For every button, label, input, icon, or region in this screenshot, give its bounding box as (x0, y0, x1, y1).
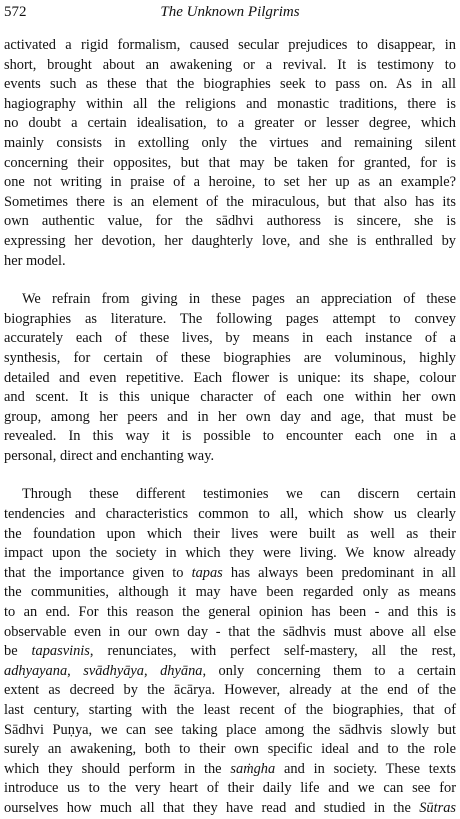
text-line: events such as these that the biographies seek to pass on. As in all (4, 76, 456, 93)
text-line: accurately each of these lives, by means in each instance of a (4, 330, 456, 347)
text-line: short, brought about an awakening or a revival. It is testimony to (4, 56, 456, 73)
text-line: revealed. In this way it is possible to encounter each one in a (4, 428, 456, 445)
text-line: biographies as literature. The following pages attempt to convey (4, 310, 456, 327)
text-line: detailed and even repetitive. Each flower is unique: its shape, colour (4, 369, 456, 386)
text-line: introduce us to the very heart of their daily life and we can see for (4, 780, 456, 797)
text-line: concerning their opposites, but that may be taken for granted, for is (4, 154, 456, 171)
text-line: personal, direct and enchanting way. (4, 447, 215, 464)
text-line: which they should perform in the saṁgha and in society. These texts (4, 760, 456, 777)
text-line: synthesis, for certain of these biographies are voluminous, highly (4, 349, 456, 366)
text-line: Through these different testimonies we can discern certain (22, 486, 456, 503)
text-line: observable even in our own day - that the sādhvis must above all else (4, 623, 456, 640)
text-line: ourselves how much all that they have read and studied in the Sūtras (4, 799, 456, 816)
text-line: that the importance given to tapas has always been predominant in all (4, 564, 456, 581)
text-line: extent as decreed by the ācārya. However, already at the end of the (4, 682, 456, 699)
text-line: one not writing in praise of a heroine, to set her up as an example? (4, 174, 456, 191)
running-title: The Unknown Pilgrims (160, 4, 300, 20)
text-line: mainly consists in extolling only the virtues and remaining silent (4, 134, 456, 151)
text-line: to an end. For this reason the general opinion has been - and this is (4, 604, 456, 621)
body-text (4, 36, 456, 819)
text-line: adhyayana, svādhyāya, dhyāna, only concerning them to a certain (4, 662, 456, 679)
text-line: hagiography within all the religions and monastic traditions, there is (4, 95, 456, 112)
text-line: the communities, although it may have been regarded only as means (4, 584, 456, 601)
page-header (4, 2, 456, 24)
text-line: surely an awakening, both to their own specific ideal and to the role (4, 741, 456, 758)
text-line: be tapasvinis, renunciates, with perfect self-mastery, all the rest, (4, 643, 456, 660)
text-line: the foundation upon which their lives were built as well as their (4, 525, 456, 542)
text-line: tendencies and characteristics common to all, which show us clearly (4, 506, 456, 523)
text-line: Sādhvi Puṇya, we can see taking place among the sādhvis slowly but (4, 721, 456, 738)
text-line: no doubt a certain idealisation, to a greater or lesser degree, which (4, 115, 456, 132)
text-line: group, among her peers and in her own day and age, that must be (4, 408, 456, 425)
text-line: expressing her devotion, her daughterly love, and she is enthralled by (4, 232, 456, 249)
text-line: We refrain from giving in these pages an appreciation of these (22, 291, 456, 308)
text-line: and scent. It is this unique character of each one within her own (4, 389, 456, 406)
text-line: activated a rigid formalism, caused secular prejudices to disappear, in (4, 37, 456, 53)
paragraph-2 (4, 290, 456, 466)
page-number: 572 (4, 4, 27, 20)
paragraph-1 (4, 36, 456, 271)
text-line: Sometimes there is an element of the miraculous, but that also has its (4, 193, 456, 210)
text-line: own authentic value, for the sādhvi authoress is sincere, she is (4, 213, 456, 230)
paragraph-3 (4, 485, 456, 818)
text-line: her model. (4, 252, 66, 269)
text-line: last century, starting with the least recent of the biographies, that of (4, 702, 456, 718)
text-line: impact upon the society in which they were living. We know already (4, 545, 456, 562)
